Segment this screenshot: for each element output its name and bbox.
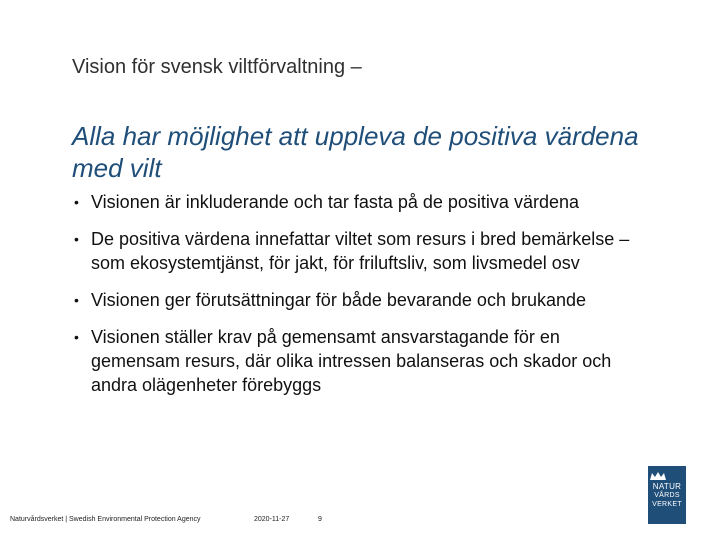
bullet-marker: • [74, 292, 79, 308]
bullet-marker: • [74, 231, 79, 247]
slide-subtitle: Alla har möjlighet att uppleva de positiva värdena med vilt [72, 121, 639, 183]
footer-organization: Naturvårdsverket | Swedish Environmental Protection Agency [10, 516, 201, 523]
bullet-text: Visionen ger förutsättningar för både bevarande och brukande [91, 290, 587, 310]
logo-text-line1: NATUR [652, 482, 682, 491]
bullet-item [72, 190, 652, 214]
bullet-item [72, 325, 652, 397]
bullet-marker: • [74, 329, 79, 345]
bullet-text: De positiva värdena innefattar viltet som resurs i bred bemärkelse – som ekosystemtjänst, för jakt, för friluftsliv, som livsmedel osv [91, 229, 630, 273]
bullet-text: Visionen är inkluderande och tar fasta på de positiva värdena [91, 192, 579, 212]
bullet-item [72, 227, 652, 275]
bullet-item [72, 288, 652, 312]
footer-page-number: 9 [318, 516, 322, 523]
logo-text-line2: VÅRDS [654, 492, 680, 499]
logo-text-line3: VERKET [652, 501, 682, 508]
bullet-list [72, 190, 652, 410]
footer-date: 2020-11-27 [254, 516, 290, 523]
bullet-text: Visionen ställer krav på gemensamt ansvarstagande för en gemensam resurs, där olika intressen balanseras och skador och andra olägenheter förebyggs [91, 327, 612, 395]
naturvardsverket-logo [648, 466, 686, 524]
slide-title: Vision för svensk viltförvaltning – [72, 56, 362, 78]
bullet-marker: • [74, 194, 79, 210]
crown-icon [648, 470, 668, 482]
